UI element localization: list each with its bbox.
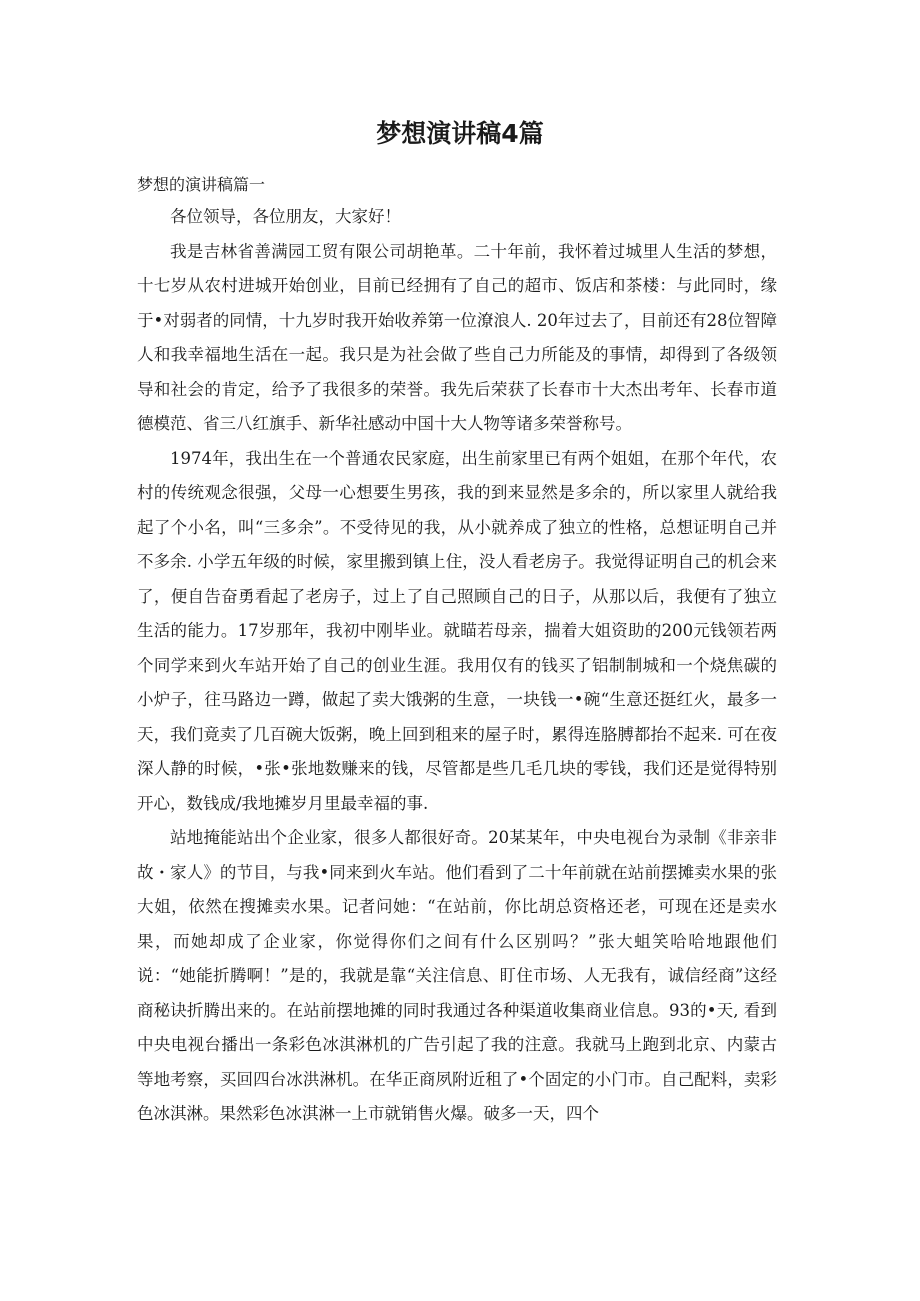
document-title: 梦想演讲稿4篇 <box>376 119 544 148</box>
paragraph-introduction: 我是吉林省善满园工贸有限公司胡艳革。二十年前，我怀着过城里人生活的梦想，十七岁从农村进城开始创业，目前已经拥有了自己的超市、饭店和茶楼：与此同时，缘于•对弱者的同情，十九岁时我开始收养第一位潦浪人. 20年过去了，目前还有28位智障人和我幸福地生活在一起。我只是为社会做了些自己力所能及的事情，却得到了各级领导和社会的肯定，给予了我很多的荣誉。我先后荣获了长春市十大杰出考年、长春市道德模范、省三八红旗手、新华社感动中国十大人物等诸多荣誉称号。 <box>137 241 777 433</box>
paragraph-childhood: 1974年，我出生在一个普通农民家庭，出生前家里已有两个姐姐，在那个年代，农村的传统观念很强，父母一心想要生男孩，我的到来显然是多余的，所以家里人就给我起了个小名，叫“三多余”。不受待见的我，从小就养成了独立的性格，总想证明自己并不多余. 小学五年级的时候，家里搬到镇上住，没人看老房子。我觉得证明自己的机会来了，便自告奋勇看起了老房子，过上了自己照顾自己的日子，从那以后，我便有了独立生活的能力。17岁那年，我初中刚毕业。就瞄若母亲，揣着大姐资助的200元钱领若两个同学来到火车站开始了自己的创业生涯。我用仅有的钱买了铝制制城和一个烧焦碳的小炉子，往马路边一蹲，做起了卖大饿粥的生意，一块钱一•碗“生意还挺红火，最多一天，我们竟卖了几百碗大饭粥，晚上回到租来的屋子时，累得连胳膊都抬不起来. 可在夜深人静的时候，•张•张地数赚来的钱，尽管都是些几毛几块的零钱，我们还是觉得特别开心，数钱成/我地摊岁月里最幸福的事. <box>137 448 777 813</box>
paragraph-greeting: 各位领导，各位朋友，大家好！ <box>170 207 401 226</box>
paragraph-business: 站地掩能站出个企业家，很多人都很好奇。20某某年，中央电视台为录制《非亲非故・家人》的节目，与我•同来到火车站。他们看到了二十年前就在站前摆摊卖水果的张大姐，依然在搜摊卖水果。记者问她：“在站前，你比胡总资格还老，可现在还是卖水果，而她却成了企业家，你觉得你们之间有什么区别吗？”张大蛆笑哈哈地跟他们说：“她能折腾啊！”是的，我就是靠“关注信息、盯住市场、人无我有，诚信经商”这经商秘诀折腾出来的。在站前摆地摊的同时我通过各种渠道收集商业信息。93的•天, 看到中央电视台播出一条彩色冰淇淋机的广告引起了我的注意。我就马上跑到北京、内蒙古等地考察，买回四台冰洪淋机。在华正商夙附近租了•个固定的小门市。自己配料，卖彩色冰淇淋。果然彩色冰淇淋一上市就销售火爆。破多一天，四个 <box>137 828 777 1123</box>
document-body <box>137 200 777 1132</box>
section-heading: 梦想的演讲稿篇一 <box>137 175 266 194</box>
